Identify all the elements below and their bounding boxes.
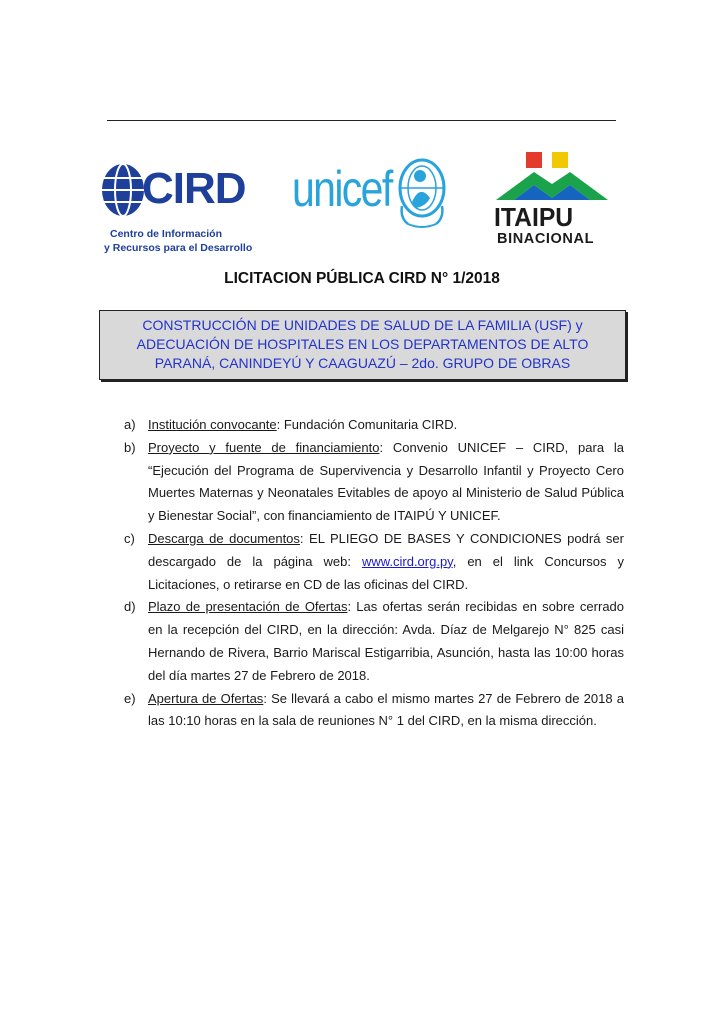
list-item-a bbox=[124, 414, 624, 437]
banner-line-2: ADECUACIÓN DE HOSPITALES EN LOS DEPARTAMENTOS DE ALTO bbox=[136, 336, 589, 352]
itaipu-logo-word: ITAIPU bbox=[494, 202, 574, 232]
item-text: : Se llevará a cabo el mismo martes 27 de Febrero de 2018 a las 10:10 horas en la sala de reuniones N° 1 del CIRD, en la misma dirección. bbox=[148, 690, 625, 729]
banner-line-1: CONSTRUCCIÓN DE UNIDADES DE SALUD DE LA FAMILIA (USF) y bbox=[142, 317, 583, 333]
list-item-b bbox=[124, 437, 624, 528]
header-rule bbox=[107, 120, 616, 121]
item-text: : Convenio UNICEF – CIRD, para la “Ejecución del Programa de Supervivencia y Desarrollo Infantil y Proyecto Cero Muertes Maternas y Neonatales Evitables de apoyo al Ministerio de Salud Pública y Bienestar Social”, con financiamiento de ITAIPÚ Y UNICEF. bbox=[148, 439, 624, 524]
unicef-logo bbox=[292, 152, 452, 240]
list-marker: b) bbox=[124, 439, 136, 455]
itaipu-logo-subtitle: BINACIONAL bbox=[497, 231, 595, 247]
project-banner bbox=[99, 310, 626, 380]
item-text: : Las ofertas serán recibidas en sobre cerrado en la recepción del CIRD, en la dirección: Avda. Díaz de Melgarejo N° 825 casi Hernando de Rivera, Barrio Mariscal Estigarribia, Asunción, hasta las 10:00 horas del día martes 27 de Febrero de 2018. bbox=[148, 599, 625, 683]
website-link[interactable]: www.cird.org.py bbox=[361, 553, 453, 569]
cird-logo bbox=[100, 160, 260, 260]
list-item-c bbox=[124, 528, 624, 596]
item-label: Proyecto y fuente de financiamiento bbox=[148, 439, 380, 455]
item-label: Apertura de Ofertas bbox=[148, 690, 264, 706]
unicef-logo-word: unicef bbox=[292, 161, 392, 217]
cird-logo-subtitle-2: y Recursos para el Desarrollo bbox=[104, 242, 253, 254]
cird-logo-subtitle-1: Centro de Información bbox=[110, 228, 223, 240]
banner-line-3: PARANÁ, CANINDEYÚ Y CAAGUAZÚ – 2do. GRUPO DE OBRAS bbox=[154, 355, 571, 371]
list-item-e bbox=[124, 688, 624, 734]
list-marker: c) bbox=[124, 530, 135, 546]
item-text-after: , en el link Concursos y Licitaciones, o retirarse en CD de las oficinas del CIRD. bbox=[148, 553, 624, 592]
item-text: : EL PLIEGO DE BASES Y CONDICIONES podrá ser descargado de la página web: bbox=[148, 530, 624, 569]
page-title: LICITACION PÚBLICA CIRD N° 1/2018 bbox=[224, 270, 500, 287]
unicef-emblem-icon bbox=[396, 154, 448, 230]
globe-icon bbox=[100, 162, 146, 218]
list-marker: a) bbox=[124, 417, 136, 432]
itaipu-logo bbox=[494, 152, 614, 252]
item-text: : Fundación Comunitaria CIRD. bbox=[276, 417, 458, 432]
item-label: Institución convocante bbox=[148, 417, 277, 432]
list-item-d bbox=[124, 596, 624, 687]
details-list bbox=[124, 414, 624, 733]
cird-logo-word: CIRD bbox=[142, 164, 246, 213]
list-marker: d) bbox=[124, 599, 136, 615]
itaipu-emblem-icon bbox=[494, 152, 610, 204]
list-marker: e) bbox=[124, 690, 136, 706]
item-label: Descarga de documentos bbox=[148, 530, 300, 546]
item-label: Plazo de presentación de Ofertas bbox=[148, 599, 348, 615]
